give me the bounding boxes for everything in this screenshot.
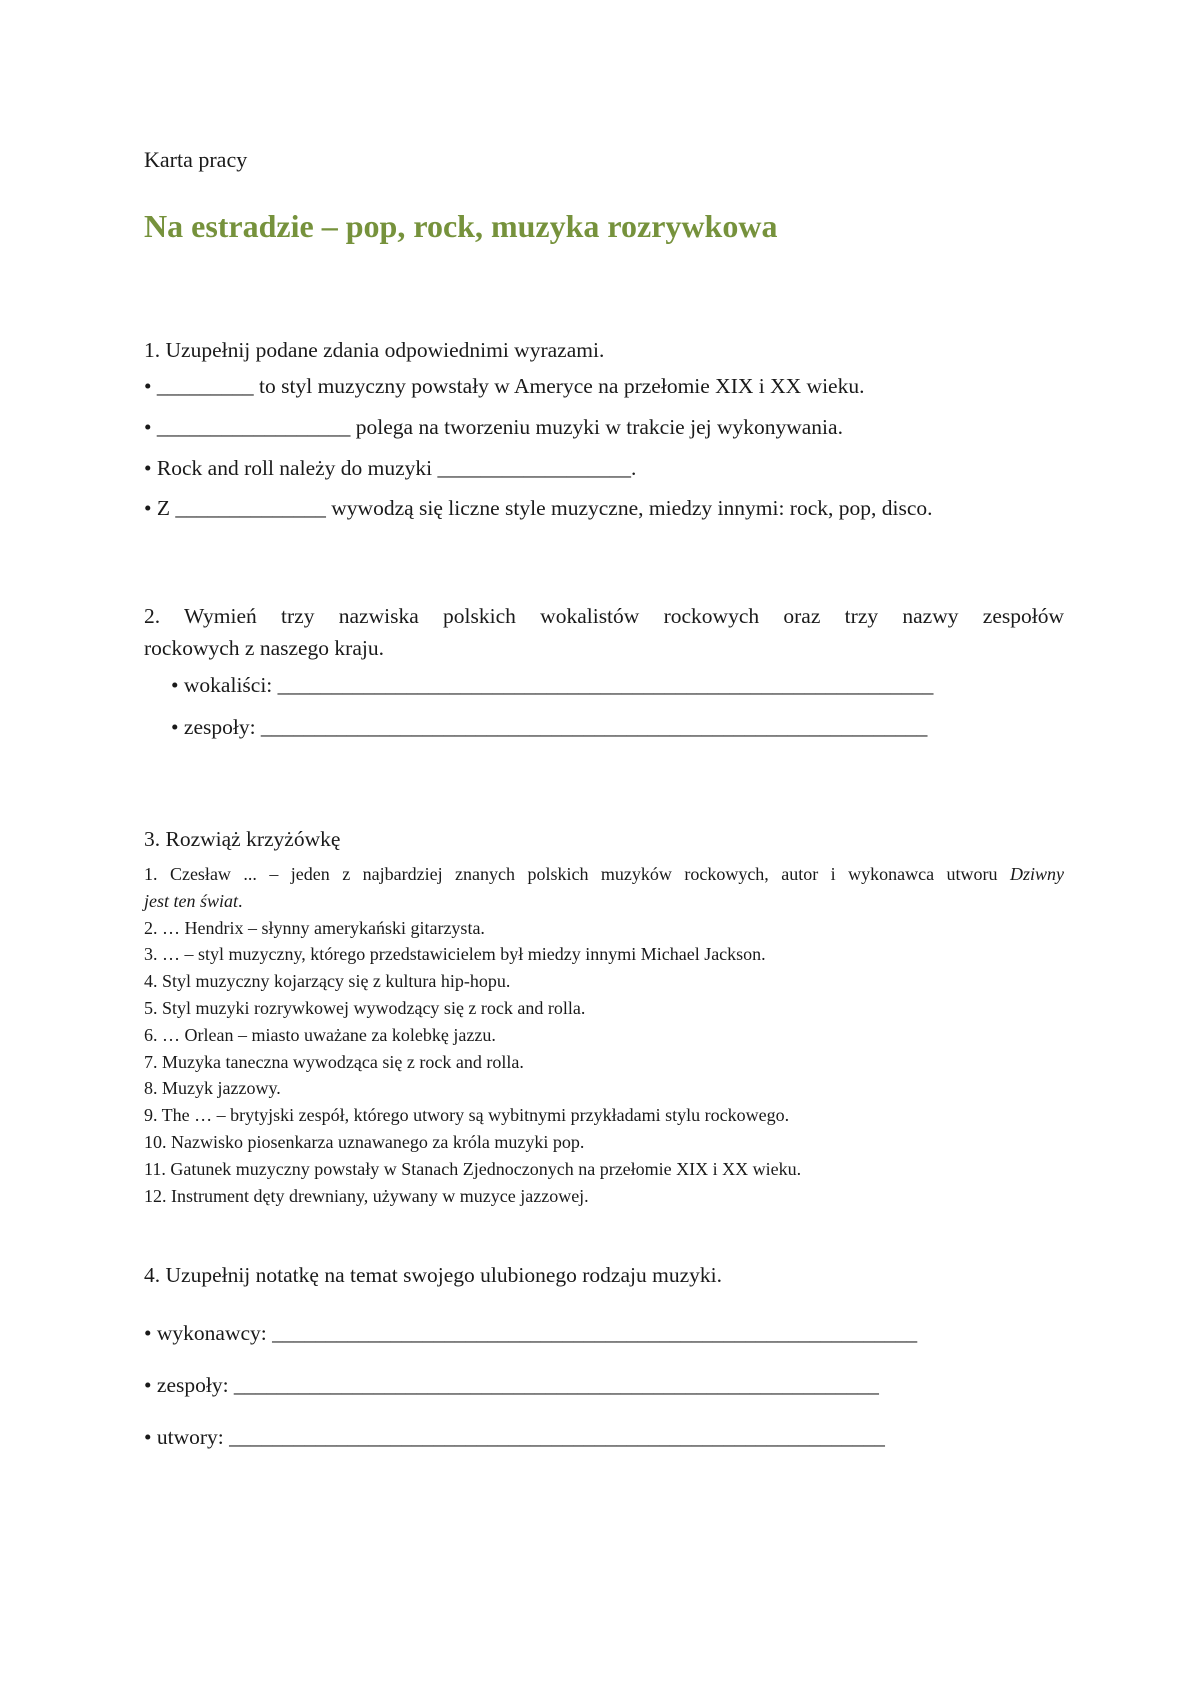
crossword-clue-1-song-title-part-1: Dziwny <box>1010 864 1064 884</box>
task-1-sentence-2: • __________________ polega na tworzeniu muzyki w trakcie jej wykonywania. <box>144 414 843 439</box>
task-4-songs-field: • utwory: _____________________________________________________________ <box>144 1425 885 1449</box>
crossword-clue-1-line-2 <box>144 891 243 911</box>
task-4 <box>144 1259 1064 1463</box>
crossword-clue-4: 4. Styl muzyczny kojarzący się z kultura hip-hopu. <box>144 971 511 992</box>
crossword-clue-12: 12. Instrument dęty drewniany, używany w muzyce jazzowej. <box>144 1185 589 1206</box>
task-3-heading: 3. Rozwiąż krzyżówkę <box>144 827 341 851</box>
document-type-label: Karta pracy <box>144 147 248 172</box>
crossword-clue-2: 2. … Hendrix – słynny amerykański gitarzysta. <box>144 917 485 938</box>
task-2-heading-line-1: 2. Wymień trzy nazwiska polskich wokalistów rockowych oraz trzy nazwy zespołów <box>144 604 1064 628</box>
crossword-clue-1-text: 1. Czesław ... – jeden z najbardziej znanych polskich muzyków rockowych, autor i wykonawca utworu <box>144 864 998 884</box>
crossword-clue-1-end: . <box>238 890 243 911</box>
crossword-clue-8: 8. Muzyk jazzowy. <box>144 1078 281 1099</box>
crossword-clue-6: 6. … Orlean – miasto uważane za kolebkę jazzu. <box>144 1024 496 1045</box>
crossword-clue-5: 5. Styl muzyki rozrywkowej wywodzący się z rock and rolla. <box>144 997 586 1018</box>
task-1-heading: 1. Uzupełnij podane zdania odpowiednimi wyrazami. <box>144 338 605 362</box>
task-4-heading: 4. Uzupełnij notatkę na temat swojego ulubionego rodzaju muzyki. <box>144 1263 722 1287</box>
crossword-clue-1-line-1 <box>144 861 1064 888</box>
task-1 <box>144 334 1064 529</box>
crossword-clue-10: 10. Nazwisko piosenkarza uznawanego za króla muzyki pop. <box>144 1131 585 1152</box>
task-2-vocalists-field: • wokaliści: _____________________________________________________________ <box>171 673 934 697</box>
crossword-clue-9: 9. The … – brytyjski zespół, którego utwory są wybitnymi przykładami stylu rockowego. <box>144 1105 790 1126</box>
task-2-bands-field: • zespoły: ______________________________________________________________ <box>171 715 928 739</box>
task-4-performers-field: • wykonawcy: ____________________________________________________________ <box>144 1321 918 1345</box>
task-1-sentence-4: • Z ______________ wywodzą się liczne style muzyczne, miedzy innymi: rock, pop, disco. <box>144 496 933 521</box>
worksheet-title: Na estradzie – pop, rock, muzyka rozrywkowa <box>144 208 778 244</box>
crossword-clue-1 <box>144 861 1064 915</box>
task-3 <box>144 823 1064 1209</box>
crossword-clue-11: 11. Gatunek muzyczny powstały w Stanach Zjednoczonych na przełomie XIX i XX wieku. <box>144 1158 802 1179</box>
task-2 <box>144 600 1064 748</box>
crossword-clue-1-song-title-part-2: jest ten świat <box>144 890 238 911</box>
task-2-heading-line-2: rockowych z naszego kraju. <box>144 636 384 660</box>
task-1-sentence-3: • Rock and roll należy do muzyki __________________. <box>144 455 637 480</box>
crossword-clue-3: 3. … – styl muzyczny, którego przedstawicielem był miedzy innymi Michael Jackson. <box>144 944 766 965</box>
task-1-sentence-1: • _________ to styl muzyczny powstały w Ameryce na przełomie XIX i XX wieku. <box>144 374 865 398</box>
worksheet-page <box>144 0 1064 1696</box>
task-4-bands-field: • zespoły: ____________________________________________________________ <box>144 1373 879 1397</box>
crossword-clue-7: 7. Muzyka taneczna wywodząca się z rock and rolla. <box>144 1051 524 1072</box>
